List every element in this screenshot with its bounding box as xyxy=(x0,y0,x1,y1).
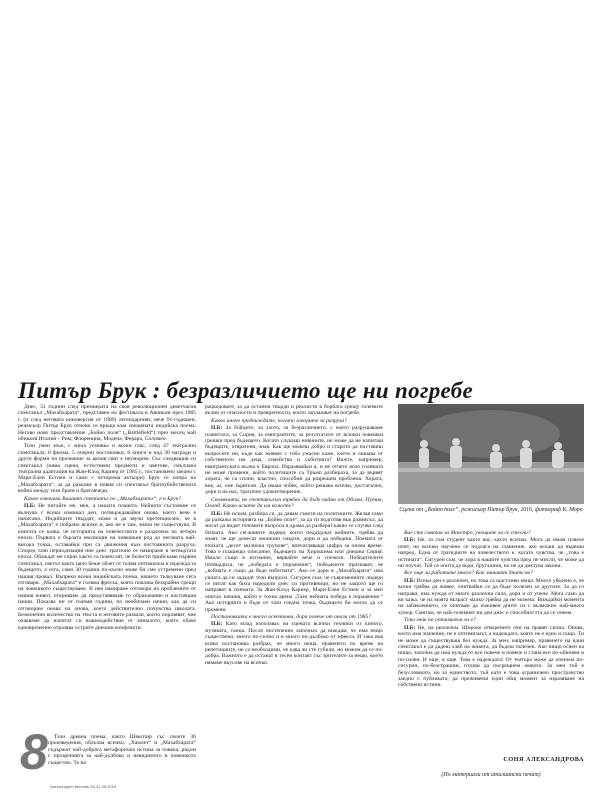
footer-note: Литературен вестник 25-31.05.2016 xyxy=(50,784,117,789)
continued-paragraph: рацкодовате, за да останем твърди и реалисти в борбата срещу големите вълни от опасности и превратности, които заплашват на погребе. xyxy=(205,404,383,417)
author-signature: СОНЯ АЛЕКСАНДРОВА xyxy=(503,756,584,763)
headline: Питър Брук : безразличието ще ни погребе xyxy=(18,378,474,403)
answer-label: П.Б: xyxy=(211,621,223,628)
closing-paragraph: Тази древна поема, както Шекспир със своите 36 произведения, облъхва всичко. „Хамлет“ и „Махабхарата“ съдържат най-добрата метафорична истина за човека, рядом с прозренията за най-дълбоко и невидимото в човешкото същество. Те на xyxy=(48,734,196,766)
interview-question: Какво означава Вашият спектакъл по „Махабхарата“, г-н Брук? xyxy=(24,495,182,502)
answer-label: П.Б: xyxy=(211,425,223,432)
page-number-block xyxy=(18,724,196,780)
stage-photo xyxy=(398,404,584,504)
answer-label: П.Б: xyxy=(404,577,416,584)
interview-answer xyxy=(398,625,584,689)
intro-paragraph: Този умен мъж, с мила усмивка и всеки глас, след 47 театрални спектакъла, 8 филма, 5 оперни постановки, 6 книги и над 30 награди и други форми на признание за целия свят е неуморим. Със следващия си спектакъл (няма сцена, естествени предмети и цветове, смълчана театрална адаптация на Жан-Клод Кариер от 1985 г., постановено заедно с Мари-Елен Естиен и само с четирима актьори) Брук се опира на „Махабхарата“, за да разкаже в новия си спектакъл братоубийствената война между тези братя и братовчеди. xyxy=(18,443,196,495)
answer-text: Не, аз съм студент както вас, както всички. Мога да имам повече опит, но всичко научено се подлага на съмнение, ако искаш да вървиш напред. Една от трагедиите на човечеството е, когато чувства, че „това е истината“. Сигурен съм, че хора в нашите чувства пред не мисли, че може да ни поучат. Той се опита да води, бруталния, но не да диктува закони. xyxy=(398,537,584,570)
answer-text: Като млад използвах на сцената всички техники от киното, музиката, танца. После постепенно започнах да виждам, че има нещо съществено, много по-силно и в много по-дълбоко от ефекта. И така във всяка постановка разбрах, че много неща, правенето по време на репетициите, не са необходими, че едва ли сте губили, но можем да се по-добра. Важното е да останат в тесен контакт със зрителите за нещо, което нямаме вкусове на всичко. xyxy=(205,621,383,666)
interview-question: Все още ли работите много? Как минават дните ви? xyxy=(404,570,534,577)
column-2 xyxy=(205,404,383,780)
interview-question: Вие сте смятан за Маестро, учещите ли се стесни? xyxy=(404,530,531,536)
answer-label: П.Б: xyxy=(211,510,223,517)
interview-answer xyxy=(18,503,196,631)
answer-text: За бойците, за злото, за безразличието, с което разрушаваме планетата, за Сирия, за емигрантите, за резултатите от всички човешки грешки пред бъдещето. Когато слушаш новините, не може да не изпиташ бъдещите, отвратени, зная. Как ще можеш добро и старото да поставиш въпросите ни, къде как живеят с тоба ужасно каже, което и лишава от собственото им деца, семейства и събитията? Вижте, например, емигрантската вълна в Европа. Изразявайки я, и не отчете ясно голямата не може промени, който политиците са Тръмп разбираха, за да вървят хората, че са силни, властно, способни да разрешим проблема. Хората, вие, аз, сме зървтели. Да имаш чобек, който решава всичко, достатъчно, дори и на нас, трагично удовлетворение. xyxy=(205,425,383,496)
stage-photo-image xyxy=(398,404,584,504)
page-number: 8 xyxy=(20,724,48,780)
intro-paragraph: Днес, 31 години след премиерата на своя революционен деветчасов спектакъл „Махабхарата“, представен на фестивала в Авиньон през 1985 г. (и след неговата киноверсия от 1989) легендарният, вече 91-годишен, режисьор Питър Брук отново се връща към свещената индийска поема. Негово ново представление „Бойно поле“ („Battlefield“) през месец май обикаля Италия – Рим, Флоренция, Модена, Ферара, Соломео. xyxy=(18,404,196,443)
interview-question: Какво иначе предвиждате, когато говорите за разруха? xyxy=(211,417,348,424)
answer-label: П.Б: xyxy=(404,537,416,544)
photo-caption: Сцена от „Бойно поле“, режисьор Питър Брук, 2016, фотограф К. Моро xyxy=(399,507,583,513)
answer-text: Не искам, разбира се, да давам съвети на политиците. Желая само да разкажа историята на „Бойно поле“, за да ги подготвя във размисъл, да могат да видят големите въпроси в драма да разберат какво се случва след битката. Ако сегашните лидери, които поддържат войните, трябва да знаят, че ще донесат милиони смърти, дори и да победиш. Поемата от епохата „десет милиона трупове“, впечатляваща цифра за онова време. Това е плашещо описание, бъдещето на Хирошима или днешна Сирия. Имало също в изгнание, вярвайте вече и спечели. Победителите потвърдиха, че „победата е поражение“, победените признават, че „войната е също да бъде избегната“. Ако се дори в „Махабхарата“ има силата да си зададат тези въпроси. Сигурен съм, че съвременните лидери се питат как биха наредили днес си противници, но не защото ще го направят в поемата. За Жан-Клод Кариер, Мари-Елен Естиен и за мен опитах начина, който е точна арена „Тази нейната победа е поражение.“ Ако историята и бъде от тази гледна точка, бъдещето би могло да се промени. xyxy=(205,510,383,613)
source-note: (По материали от италиански печат) xyxy=(441,772,541,778)
interview-answer xyxy=(398,578,584,616)
interview-answer xyxy=(205,621,383,666)
interview-question: Това знак на оптимизъм ли е? xyxy=(404,617,476,624)
answer-label: П.Б: xyxy=(404,624,416,631)
interview-answer xyxy=(205,511,383,614)
answer-text: Всеки ден е различен, но това са щастливи неща. Много убедено е, че всеки трябва да живее, опитвайки се да бъде полезен за другите. За да го направи, има нужда от много различна сила, дори и от учене. Мога само да ви кажа, че на моята възраст малко трябва да не можеш. Виждайки момента на забавлението, се опитвам да изживея дните си с възможно най-много хумор. Смятам, че най-големият ни ден днес е способността да се смеем. xyxy=(398,577,584,616)
interview-question: Постановката е много аскетична, дори повече от онази от 1985? xyxy=(211,614,372,620)
interview-answer xyxy=(205,425,383,495)
column-3 xyxy=(398,530,584,752)
answer-text: Не питайте ме, мен, а нашата планета. Нейното състояние се вълнува с всеки изминал ден, потвърждавайки онова, което вече е написано. Индийците твърдят, може и да звучи претенциозно, че в „Махабхарата“ е побрано всичко и, ако не е там, значи не съществува. В книгата се казва, че историята на човечеството е разделена на четири епохи. Първата е бързата еволюция на човешкия род до неговата най-висока точка, оставайки при са движения към постоянната разруха. Според тази периодизация ние днес трагично се намираме в четвъртата епоха. Обаждат ме спрях както са помислят, че болести прийскаме първия спектакъл, светът както цяло беше обзет от голям оптимизъм и надежда за бъдещето, а сега, само 30 години по-късно може би сме устремени пред нашия провал. Въпреки всеки индийската поема, нашето тълкуване сега отговаря. „Махабхарата“ е голяма фреска, която показва безкрайни срещи на човешкото съществуване. В нея намираме отговори на проблемите от нашия живот, откриваме да представяваме го образование и настоящия начин. Показва ни от големи години, по необичаен начин, как да си отговорим онова на онова, което действително почувства школата. Безконечно количество на текста и неговите разкази, които поразяват, ние очакваме да изпитат си взаимодействие от миналото, което обаче едновременно отразява острите днешни конфликти. xyxy=(18,503,196,631)
interview-answer xyxy=(398,537,584,569)
answer-text: Не, на реализъм. Широко отворените очи на правят силна. Онова, което има значение, не е оптимизмът, а надеждата, която не е едно и също. Ти не може да съществуваш без нужда. За мен, например, правенето на един спектакъл е да дадеш хляб на живота, да бъдеш полезен. Ако нищо освен на нищо, започна да има нужда от все повече и повече и стана все по-обновен и по-силен. И още, и още. Това е надеждата! От театъра може да излезем по-сигурни, по-безстрашни, готови да посрещнем живота. За мен той е безусловното, но за единството, тъй като е това ограничено пространство заедно с публиката, да преживееш един общ момент за изразяване на собствени истини. xyxy=(398,624,584,689)
answer-label: П.Б: xyxy=(24,503,36,510)
interview-question: Спомената, не спектакълът трябва да бъде видян от Обама, Путин, Оланд. Какво искате да им кажете? xyxy=(205,496,383,510)
column-1-end xyxy=(48,734,196,780)
